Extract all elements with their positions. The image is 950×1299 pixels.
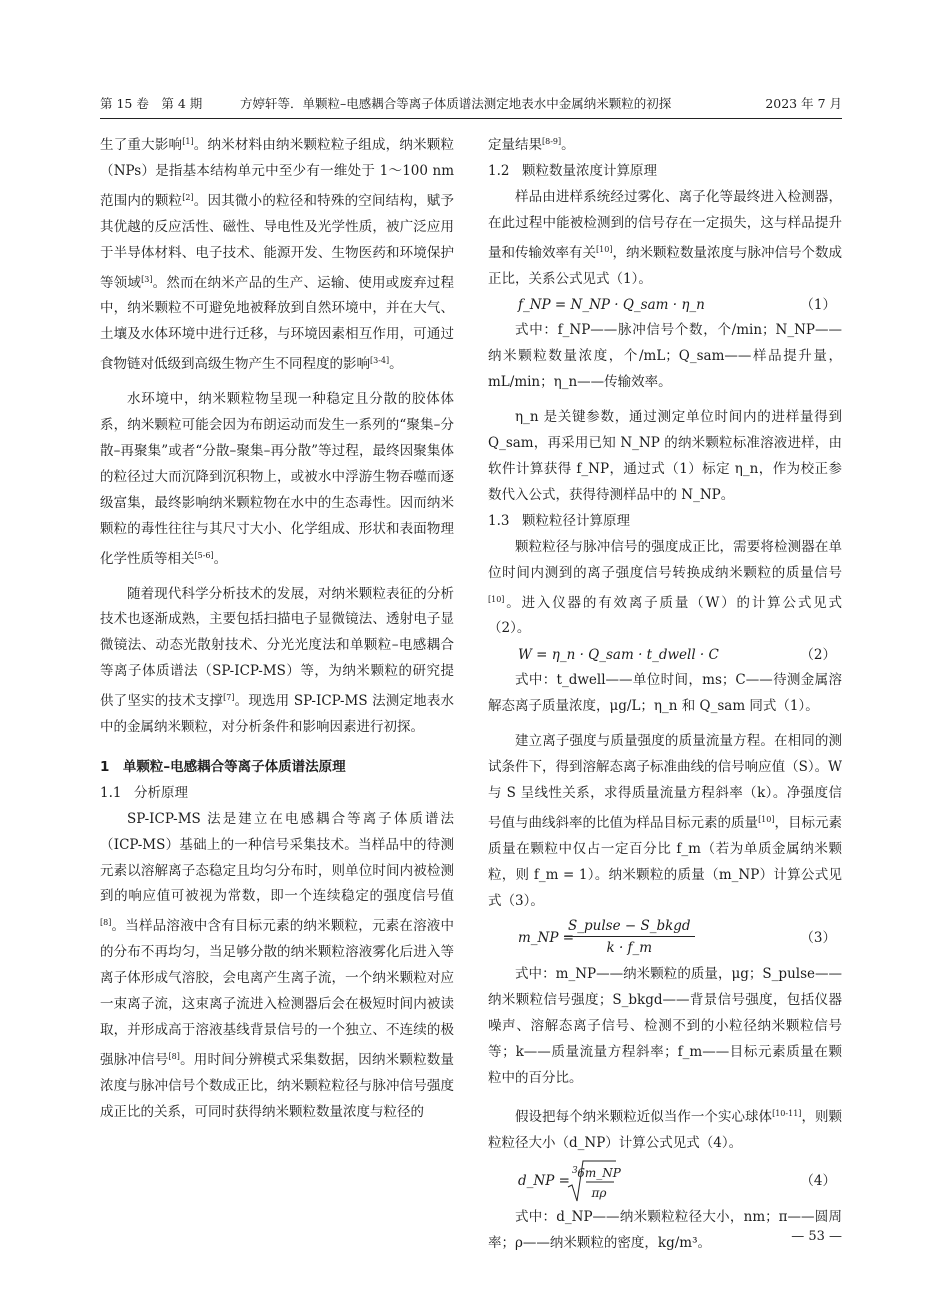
equation-2: W = η_n · Q_sam · t_dwell · C （2） — [518, 647, 836, 664]
paragraph: 建立离子强度与质量强度的质量流量方程。在相同的测试条件下，得到溶解态离子标准曲线的信号响应值（S）。W 与 S 呈线性关系，求得质量流量方程斜率（k）。净强度信号值与曲线斜率的比值为样品目标元素的质量[10]，目标元素质量在颗粒中仅占一定百分比 f_m（若为单质金属纳米颗粒，则 f_m = 1）。纳米颗粒的质量（m_NP）计算公式见式（3）。 — [488, 733, 843, 909]
citation: [10-11] — [772, 1109, 802, 1118]
section-heading: 1 单颗粒–电感耦合等离子体质谱法原理 — [100, 758, 346, 775]
right-column — [488, 129, 842, 1257]
paragraph: 式中：d_NP——纳米颗粒粒径大小，nm；π——圆周率；ρ——纳米颗粒的密度，kg/m³。 — [488, 1208, 842, 1251]
subsection-heading: 1.1 分析原理 — [100, 784, 188, 801]
paragraph: η_n 是关键参数，通过测定单位时间内的进样量得到 Q_sam，再采用已知 N_NP 的纳米颗粒标准溶液进样，由软件计算获得 f_NP，通过式（1）标定 η_n，作为校正参数代入公式，获得待测样品中的 N_NP。 — [488, 409, 842, 503]
running-header — [100, 94, 842, 114]
citation: [3-4] — [370, 356, 390, 366]
fraction-denominator: k · f_m — [606, 940, 653, 957]
paragraph: 颗粒粒径与脉冲信号的强度成正比，需要将检测器在单位时间内测到的离子强度信号转换成纳米颗粒的质量信号[10]。进入仪器的有效离子质量（W）的计算公式见式（2）。 — [488, 538, 842, 637]
paragraph: 定量结果[8-9]。 — [488, 137, 575, 153]
citation: [1] — [182, 137, 194, 146]
citation: [8] — [100, 918, 112, 928]
citation: [5-6] — [194, 550, 214, 560]
equation-3: m_NP = S_pulse − S_bkgd k · f_m （3） — [488, 914, 842, 962]
subsection-heading: 1.3 颗粒粒径计算原理 — [488, 512, 630, 529]
root-index: 3 — [572, 1165, 578, 1176]
header-rule — [100, 118, 842, 119]
page-number: — 53 — — [791, 1229, 842, 1244]
cube-root-sign — [566, 1157, 621, 1205]
citation: [8] — [168, 1051, 180, 1061]
fraction-numerator: 6m_NP — [577, 1165, 621, 1180]
equation-1: f_NP = N_NP · Q_sam · η_n （1） — [518, 297, 836, 314]
paragraph: 式中：m_NP——纳米颗粒的质量，μg；S_pulse——纳米颗粒信号强度；S_bkgd——背景信号强度，包括仪器噪声、溶解态离子信号、检测不到的小粒径纳米颗粒信号等；k——质量流量方程斜率；f_m——目标元素质量在颗粒中的百分比。 — [488, 966, 842, 1087]
citation: [8-9] — [542, 137, 562, 146]
paragraph: 随着现代科学分析技术的发展，对纳米颗粒表征的分析技术也逐渐成熟，主要包括扫描电子显微镜法、透射电子显微镜法、动态光散射技术、分光光度法和单颗粒–电感耦合等离子体质谱法（SP-ICP-MS）等，为纳米颗粒的研究提供了坚实的技术支撑[7]。现选用 SP-ICP-MS 法测定地表水中的金属纳米颗粒，对分析条件和影响因素进行初探。 — [100, 585, 454, 736]
publication-date: 2023 年 7 月 — [765, 96, 842, 111]
citation: [3] — [141, 274, 153, 284]
journal-issue: 第 15 卷 第 4 期 — [100, 96, 203, 111]
citation: [2] — [182, 192, 194, 202]
citation: [10] — [596, 244, 613, 254]
paragraph: 假设把每个纳米颗粒近似当作一个实心球体[10-11]，则颗粒粒径大小（d_NP）计算公式见式（4）。 — [488, 1109, 842, 1151]
citation: [10] — [758, 814, 775, 824]
running-title: 方婷轩等．单颗粒–电感耦合等离子体质谱法测定地表水中金属纳米颗粒的初探 — [240, 96, 672, 111]
paragraph: 样品由进样系统经过雾化、离子化等最终进入检测器，在此过程中能被检测到的信号存在一定损失，这与样品提升量和传输效率有关[10]，纳米颗粒数量浓度与脉冲信号个数成正比，关系公式见式（1）。 — [488, 188, 843, 287]
paragraph: 式中：f_NP——脉冲信号个数，个/min；N_NP——纳米颗粒数量浓度，个/mL；Q_sam——样品提升量，mL/min；η_n——传输效率。 — [488, 322, 842, 391]
fraction-denominator: πρ — [591, 1185, 607, 1200]
subsection-heading: 1.2 颗粒数量浓度计算原理 — [488, 162, 657, 179]
fraction-numerator: S_pulse − S_bkgd — [564, 916, 695, 937]
paragraph: 生了重大影响[1]。纳米材料由纳米颗粒粒子组成，纳米颗粒（NPs）是指基本结构单元中至少有一维处于 1～100 nm 范围内的颗粒[2]。因其微小的粒径和特殊的空间结构，赋予其优越的反应活性、磁性、导电性及光学性质，被广泛应用于半导体材料、电子技术、能源开发、生物医药和环境保护等领域[3]。然而在纳米产品的生产、运输、使用或废弃过程中，纳米颗粒不可避免地被释放到自然环境中，并在大气、土壤及水体环境中进行迁移，与环境因素相互作用，可通过食物链对低级到高级生物产生不同程度的影响[3-4]。 — [100, 137, 455, 373]
citation: [7] — [223, 693, 235, 703]
left-column — [100, 129, 454, 1126]
paragraph: 式中：t_dwell——单位时间，ms；C——待测金属溶解态离子质量浓度，μg/L；η_n 和 Q_sam 同式（1）。 — [488, 672, 842, 715]
citation: [10] — [488, 594, 505, 604]
paragraph: 水环境中，纳米颗粒物呈现一种稳定且分散的胶体体系，纳米颗粒可能会因为布朗运动而发生一系列的“聚集–分散–再聚集”或者“分散–聚集–再分散”等过程，最终因聚集体的粒径过大而沉降到沉积物上，或被水中浮游生物吞噬而逐级富集，最终影响纳米颗粒物在水中的生态毒性。因而纳米颗粒的毒性往往与其尺寸大小、化学组成、形状和表面物理化学性质等相关[5-6]。 — [100, 391, 454, 567]
equation-4: d_NP = 3 6m_NP πρ （4） — [488, 1157, 842, 1205]
paragraph: SP-ICP-MS 法是建立在电感耦合等离子体质谱法（ICP-MS）基础上的一种信号采集技术。当样品中的待测元素以溶解离子态稳定且均匀分布时，则单位时间内被检测到的响应值可被视为常数，即一个连续稳定的强度信号值[8]。当样品溶液中含有目标元素的纳米颗粒，元素在溶液中的分布不再均匀，当足够分散的纳米颗粒溶液雾化后进入等离子体形成气溶胶，会电离产生离子流，一个纳米颗粒对应一束离子流，这束离子流进入检测器后会在极短时间内被读取，并形成高于溶液基线背景信号的一个独立、不连续的极强脉冲信号[8]。用时间分辨模式采集数据，因纳米颗粒数量浓度与脉冲信号个数成正比，纳米颗粒粒径与脉冲信号强度成正比的关系，可同时获得纳米颗粒数量浓度与粒径的 — [100, 810, 454, 1120]
